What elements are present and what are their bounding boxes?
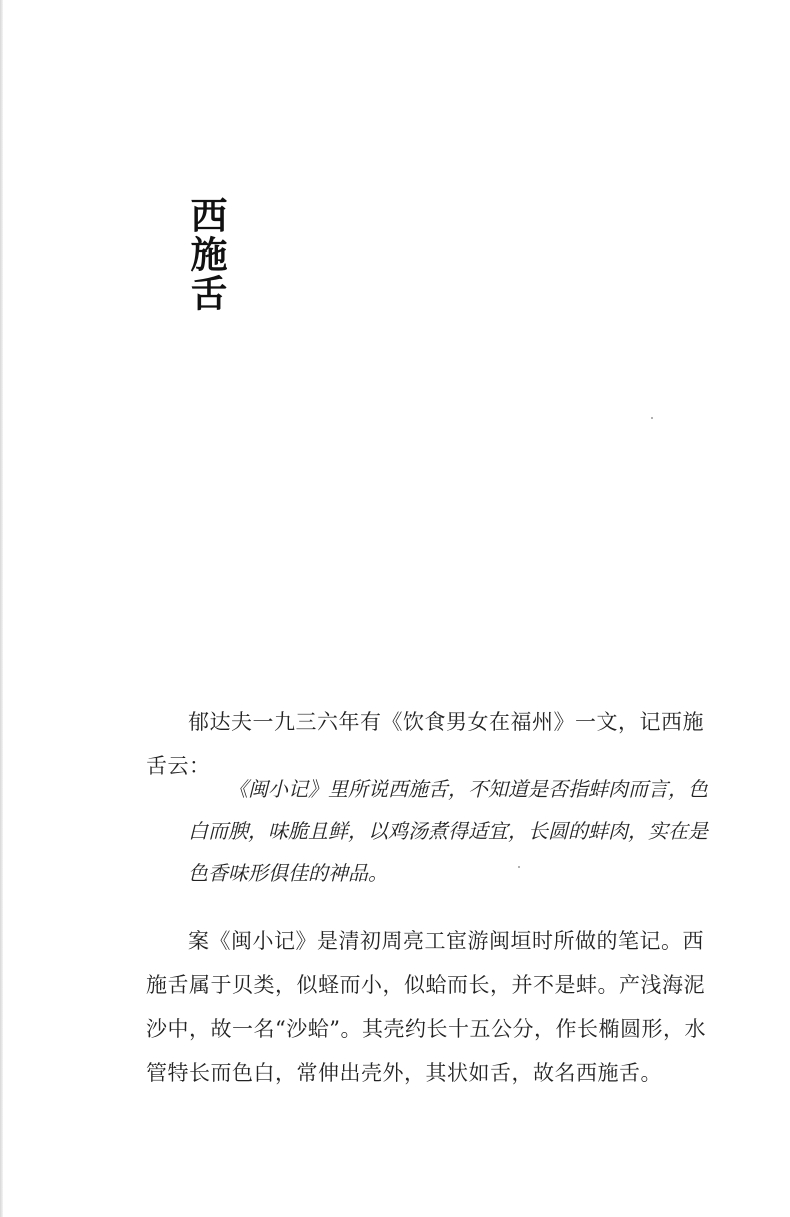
body-paragraph [146, 919, 706, 1095]
page-edge-shadow [0, 0, 3, 1217]
block-quote [188, 768, 708, 894]
scan-speck [651, 417, 653, 419]
intro-text: 郁达夫一九三六年有《饮食男女在福州》一文，记西施舌云： [146, 710, 704, 778]
chapter-title: 西施舌 [184, 196, 228, 313]
quote-text: 《闽小记》里所说西施舌，不知道是否指蚌肉而言，色白而腴，味脆且鲜，以鸡汤煮得适宜，长圆的蚌肉，实在是色香味形俱佳的神品。 [188, 777, 708, 885]
body-text: 案《闽小记》是清初周亮工宦游闽垣时所做的笔记。西施舌属于贝类，似蛏而小，似蛤而长，并不是蚌。产浅海泥沙中，故一名“沙蛤”。其壳约长十五公分，作长椭圆形，水管特长而色白，常伸出壳外，其状如舌，故名西施舌。 [146, 929, 706, 1085]
scan-speck [518, 866, 520, 868]
